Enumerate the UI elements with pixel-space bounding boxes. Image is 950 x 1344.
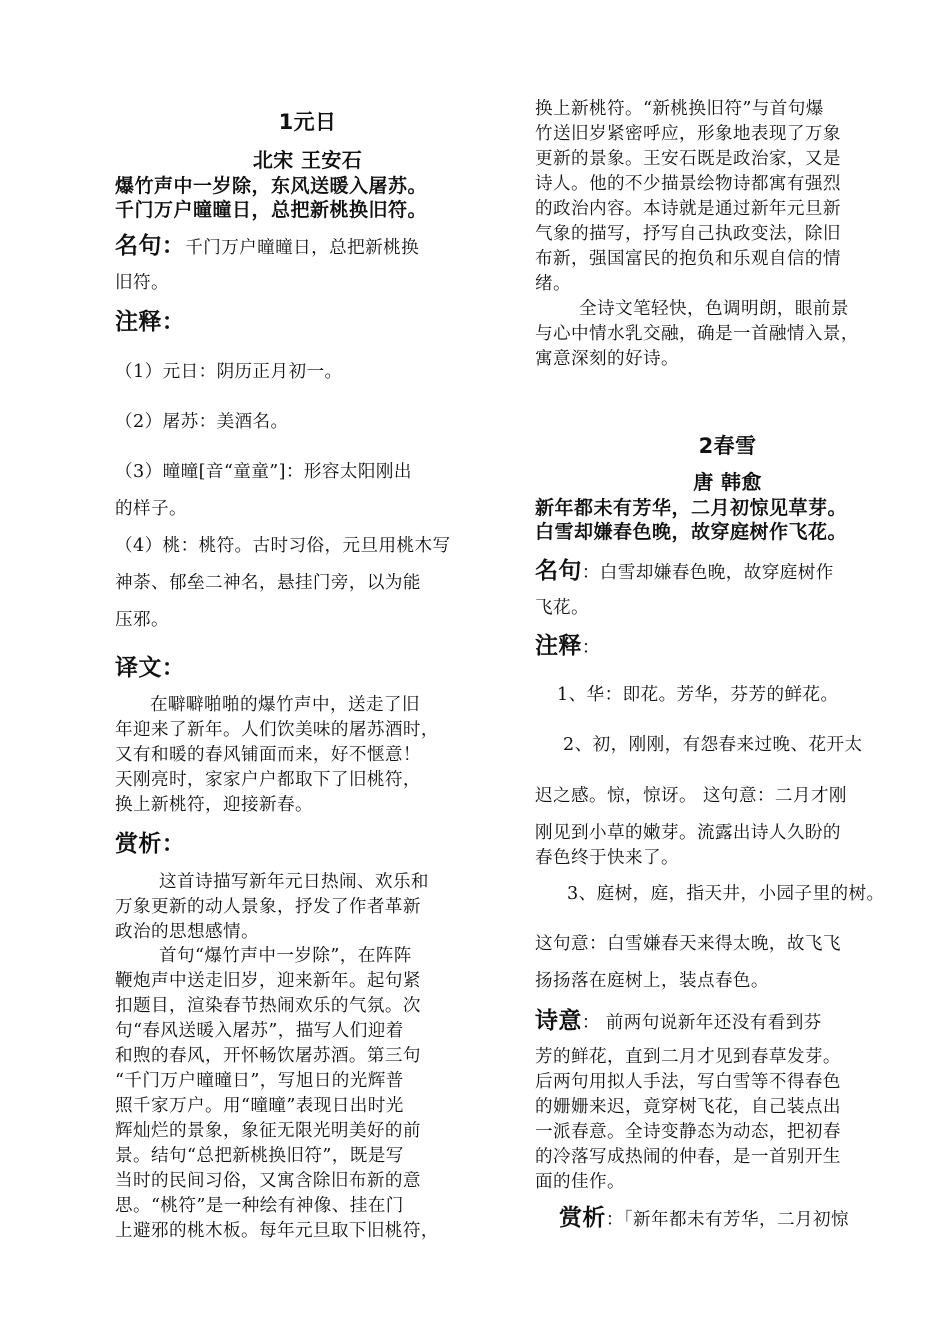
note-item: 2、初，刚刚，有怨春来过晚、花开太: [563, 735, 863, 755]
appreciation-text: ：「新年都未有芳华，二月初惊: [605, 1210, 849, 1230]
verse-line: 爆竹声中一岁除，东风送暖入屠苏。: [115, 175, 428, 197]
verse-line: 千门万户曈曈日，总把新桃换旧符。: [115, 199, 428, 221]
poem-title: 2春雪: [698, 434, 757, 458]
famous-line: [115, 234, 500, 260]
appreciation-continued-line: 绪。: [535, 274, 571, 294]
appreciation-line: 景。结句“总把新桃换旧符”，既是写: [115, 1146, 404, 1166]
famous-label: 名句：: [115, 233, 186, 259]
famous-text: ：白雪却嫌春色晚，故穿庭树作: [581, 563, 834, 583]
note-item: 1、华：即花。芳华，芬芳的鲜花。: [557, 685, 839, 705]
meaning-line: [535, 1009, 920, 1035]
famous-text: 飞花。: [535, 598, 589, 618]
appreciation-continued-line: 诗人。他的不少描景绘物诗都寓有强烈: [535, 174, 841, 194]
verse-line: 白雪却嫌春色晚，故穿庭树作飞花。: [535, 521, 848, 543]
appreciation-continued-line: 气象的描写，抒写自己执政变法，除旧: [535, 224, 841, 244]
appreciation-continued-line: 全诗文笔轻快，色调明朗，眼前景: [579, 299, 849, 319]
notes-heading-colon: ：: [581, 638, 600, 658]
appreciation-line: 和煦的春风，开怀畅饮屠苏酒。第三句: [115, 1046, 421, 1066]
appreciation-label: 赏析: [559, 1205, 606, 1231]
appreciation-continued-line: 寓意深刻的好诗。: [535, 349, 679, 369]
famous-line: [535, 559, 920, 585]
famous-text: 旧符。: [115, 273, 169, 293]
appreciation-line: 当时的民间习俗，又寓含除旧布新的意: [115, 1171, 421, 1191]
note-item: 扬扬落在庭树上，装点春色。: [535, 971, 769, 991]
appreciation-line-2: [535, 1206, 920, 1232]
famous-label: 名句: [535, 558, 582, 584]
note-item: 迟之感。惊，惊讶。 这句意：二月才刚: [535, 786, 847, 806]
note-item: 的样子。: [115, 499, 187, 519]
appreciation-continued-line: 与心中情水乳交融，确是一首融情入景，: [535, 324, 859, 344]
meaning-text: 的冷落写成热闹的仲春，是一首别开生: [535, 1147, 841, 1167]
appreciation-line: 鞭炮声中送走旧岁，迎来新年。起句紧: [115, 971, 421, 991]
note-item: 压邪。: [115, 610, 169, 630]
poem-author: 北宋 王安石: [252, 148, 363, 172]
appreciation-line: 首句“爆竹声中一岁除”，在阵阵: [159, 946, 412, 966]
meaning-text: ： 前两句说新年还没有看到芬: [581, 1013, 822, 1033]
meaning-text: 的姗姗来迟，竟穿树飞花，自己装点出: [535, 1097, 841, 1117]
appreciation-line: 政治的思想感情。: [115, 922, 259, 942]
appreciation-line: “千门万户曈曈日”，写旭日的光辉普: [115, 1071, 404, 1091]
translation-heading: 译文：: [115, 655, 186, 681]
translation-line: 换上新桃符，迎接新春。: [115, 795, 313, 815]
appreciation-continued-line: 更新的景象。王安石既是政治家，又是: [535, 149, 841, 169]
meaning-text: 面的佳作。: [535, 1172, 625, 1192]
meaning-text: 后两句用拟人手法，写白雪等不得春色: [535, 1072, 841, 1092]
appreciation-continued-line: 竹送旧岁紧密呼应，形象地表现了万象: [535, 124, 841, 144]
translation-line: 又有和暖的春风铺面而来，好不惬意！: [115, 745, 421, 765]
note-item: （4）桃：桃符。古时习俗，元旦用桃木写: [115, 536, 451, 556]
appreciation-continued-line: 的政治内容。本诗就是通过新年元旦新: [535, 199, 841, 219]
poem-author: 唐 韩愈: [693, 470, 762, 494]
note-item: 神荼、郁垒二神名，悬挂门旁，以为能: [115, 573, 421, 593]
appreciation-continued-line: 换上新桃符。“新桃换旧符”与首句爆: [535, 99, 824, 119]
appreciation-line: 思。“桃符”是一种绘有神像、挂在门: [115, 1196, 404, 1216]
note-item: （3）曈曈[音“童童”]：形容太阳刚出: [115, 462, 412, 482]
translation-line: 在噼噼啪啪的爆竹声中，送走了旧: [150, 695, 420, 715]
appreciation-line: 这首诗描写新年元日热闹、欢乐和: [159, 872, 429, 892]
notes-heading-line: [535, 634, 920, 660]
famous-text: 千门万户曈曈日，总把新桃换: [185, 238, 420, 258]
note-item: 春色终于快来了。: [535, 848, 679, 868]
appreciation-line: 上避邪的桃木板。每年元旦取下旧桃符，: [115, 1221, 439, 1241]
translation-line: 天刚亮时，家家户户都取下了旧桃符，: [115, 770, 421, 790]
translation-line: 年迎来了新年。人们饮美味的屠苏酒时，: [115, 720, 439, 740]
appreciation-heading: 赏析：: [115, 831, 186, 857]
appreciation-line: 万象更新的动人景象，抒发了作者革新: [115, 897, 421, 917]
appreciation-continued-line: 布新，强国富民的抱负和乐观自信的情: [535, 249, 841, 269]
meaning-text: 一派春意。全诗变静态为动态，把初春: [535, 1122, 841, 1142]
note-item: 刚见到小草的嫩芽。流露出诗人久盼的: [535, 823, 841, 843]
meaning-label: 诗意: [535, 1008, 582, 1034]
note-item: 这句意：白雪嫌春天来得太晚，故飞飞: [535, 934, 841, 954]
notes-heading: 注释：: [115, 309, 186, 335]
appreciation-line: 句“春风送暖入屠苏”，描写人们迎着: [115, 1021, 404, 1041]
verse-line: 新年都未有芳华，二月初惊见草芽。: [535, 497, 848, 519]
meaning-text: 芳的鲜花，直到二月才见到春草发芽。: [535, 1047, 841, 1067]
appreciation-line: 辉灿烂的景象，象征无限光明美好的前: [115, 1121, 421, 1141]
note-item: （2）屠苏：美酒名。: [115, 412, 289, 432]
note-item: 3、庭树，庭，指天井，小园子里的树。: [567, 884, 885, 904]
poem-title: 1元日: [278, 110, 337, 134]
notes-heading: 注释: [535, 633, 582, 659]
appreciation-line: 照千家万户。用“曈曈”表现日出时光: [115, 1096, 404, 1116]
note-item: （1）元日：阴历正月初一。: [115, 362, 343, 382]
appreciation-line: 扣题目，渲染春节热闹欢乐的气氛。次: [115, 996, 421, 1016]
